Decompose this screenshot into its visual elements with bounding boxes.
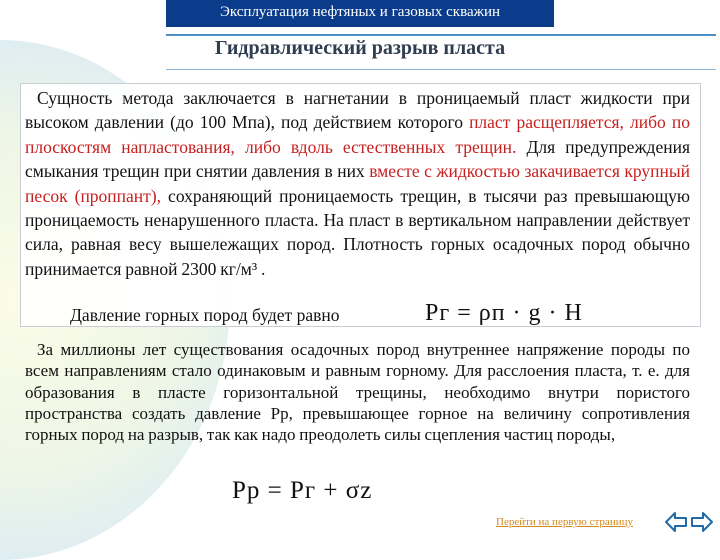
back-button[interactable] [664,510,688,539]
forward-button[interactable] [690,510,714,539]
first-page-link[interactable]: Перейти на первую страницу [496,516,633,528]
text-segment: сохраняющий проницаемость трещин, в тысячи раз превышающую проницаемость ненарушенного пласта. На пласт в вертикальном направлении действует сила, равная весу вышележащих пород. Плотность горных осадочных пород обычно принимается равной 2300 кг/м³ . [25,185,690,279]
highlight-text: вместе с жидкостью закачивается крупный песок (проппант), [25,161,690,206]
header-rule [166,34,716,36]
text-segment: Сущность метода заключается в нагнетании в проницаемый пласт жидкости при высоком давлении (до 100 Мпа), под действием которого [25,88,690,133]
text-segment: За миллионы лет существования осадочных пород внутреннее напряжение породы по всем направлениям стало одинаковым и равным горному. Для расслоения пласта, т. е. для образования в пласте горизонтальной трещины, необходимо внутри пористого пространства создать давление Рр, превышающее горное на величину сопротивления горных пород на разрыв, так как надо преодолеть силы сцепления частиц породы, [25,340,690,445]
paragraph-method [25,86,690,281]
title-rule [166,69,716,70]
slide-title: Гидравлический разрыв пласта [214,37,506,59]
paragraph-stress [25,339,690,445]
formula-fracture-pressure: Pр = Pг + σz [232,477,373,504]
text-segment: Для предупреждения смыкания трещин при снятии давления в них [25,136,690,182]
course-header: Эксплуатация нефтяных и газовых скважин [166,0,554,29]
arrow-right-icon [690,510,714,534]
formula-rock-pressure: Pг = ρп · g · H [425,300,583,326]
arrow-left-icon [664,510,688,534]
pressure-line: Давление горных пород будет равно [70,305,340,325]
highlight-text: пласт расщепляется, либо по плоскостям напластования, либо вдоль естественных трещин. [25,112,690,157]
